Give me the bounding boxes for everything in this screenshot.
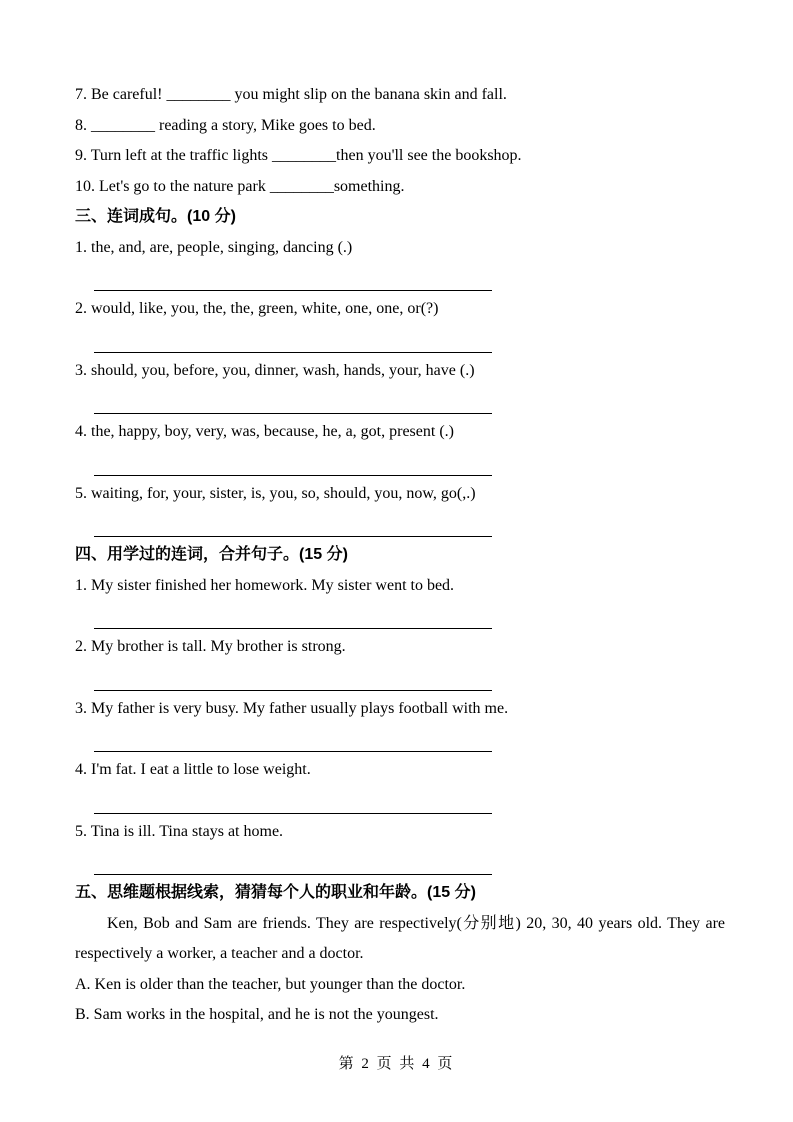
question-block — [75, 479, 721, 538]
question-block — [75, 356, 721, 415]
answer-line — [94, 386, 492, 414]
section5-title: 五、思维题根据线索，猜猜每个人的职业和年龄。(15 分) — [75, 884, 476, 901]
fill-in-item-10: 10. Let's go to the nature park ________something. — [75, 177, 405, 195]
section3-title: 三、连词成句。(10 分) — [75, 208, 236, 225]
question-block — [75, 632, 721, 691]
answer-line — [94, 448, 492, 476]
question-block — [75, 294, 721, 353]
fill-in-item-9: 9. Turn left at the traffic lights ________then you'll see the bookshop. — [75, 147, 522, 164]
question-text: 1. the, and, are, people, singing, dancing (.) — [75, 238, 353, 256]
answer-line — [94, 663, 492, 691]
page-footer: 第 2 页 共 4 页 — [338, 1056, 455, 1072]
answer-line — [94, 325, 492, 353]
puzzle-clue-b: B. Sam works in the hospital, and he is not the youngest. — [75, 1006, 439, 1023]
fill-in-item-7: 7. Be careful! ________ you might slip on the banana skin and fall. — [75, 86, 507, 103]
question-text: 5. waiting, for, your, sister, is, you, so, should, you, now, go(,.) — [75, 484, 476, 502]
puzzle-clue-a: A. Ken is older than the teacher, but younger than the doctor. — [75, 975, 466, 993]
answer-line — [94, 786, 492, 814]
question-block — [75, 417, 721, 476]
answer-line — [94, 263, 492, 291]
puzzle-intro-paragraph: Ken, Bob and Sam are friends. They are respectively(分别地) 20, 30, 40 years old. They are respectively a worker, a teacher and a doctor. — [75, 914, 725, 962]
question-text: 2. would, like, you, the, the, green, white, one, one, or(?) — [75, 300, 439, 317]
answer-line — [94, 601, 492, 629]
question-text: 2. My brother is tall. My brother is strong. — [75, 638, 346, 655]
question-block — [75, 755, 721, 814]
question-text: 4. the, happy, boy, very, was, because, he, a, got, present (.) — [75, 423, 454, 440]
question-block — [75, 817, 721, 876]
question-block — [75, 571, 721, 630]
answer-line — [94, 847, 492, 875]
question-block — [75, 694, 721, 753]
answer-line — [94, 724, 492, 752]
question-text: 1. My sister finished her homework. My sister went to bed. — [75, 576, 455, 594]
answer-line — [94, 509, 492, 537]
fill-in-item-8: 8. ________ reading a story, Mike goes to bed. — [75, 116, 376, 134]
question-block — [75, 233, 721, 292]
section4-title: 四、用学过的连词，合并句子。(15 分) — [75, 546, 348, 563]
question-text: 3. should, you, before, you, dinner, wash, hands, your, have (.) — [75, 361, 475, 379]
question-text: 5. Tina is ill. Tina stays at home. — [75, 822, 284, 840]
question-text: 3. My father is very busy. My father usually plays football with me. — [75, 699, 509, 717]
question-text: 4. I'm fat. I eat a little to lose weight. — [75, 761, 311, 778]
